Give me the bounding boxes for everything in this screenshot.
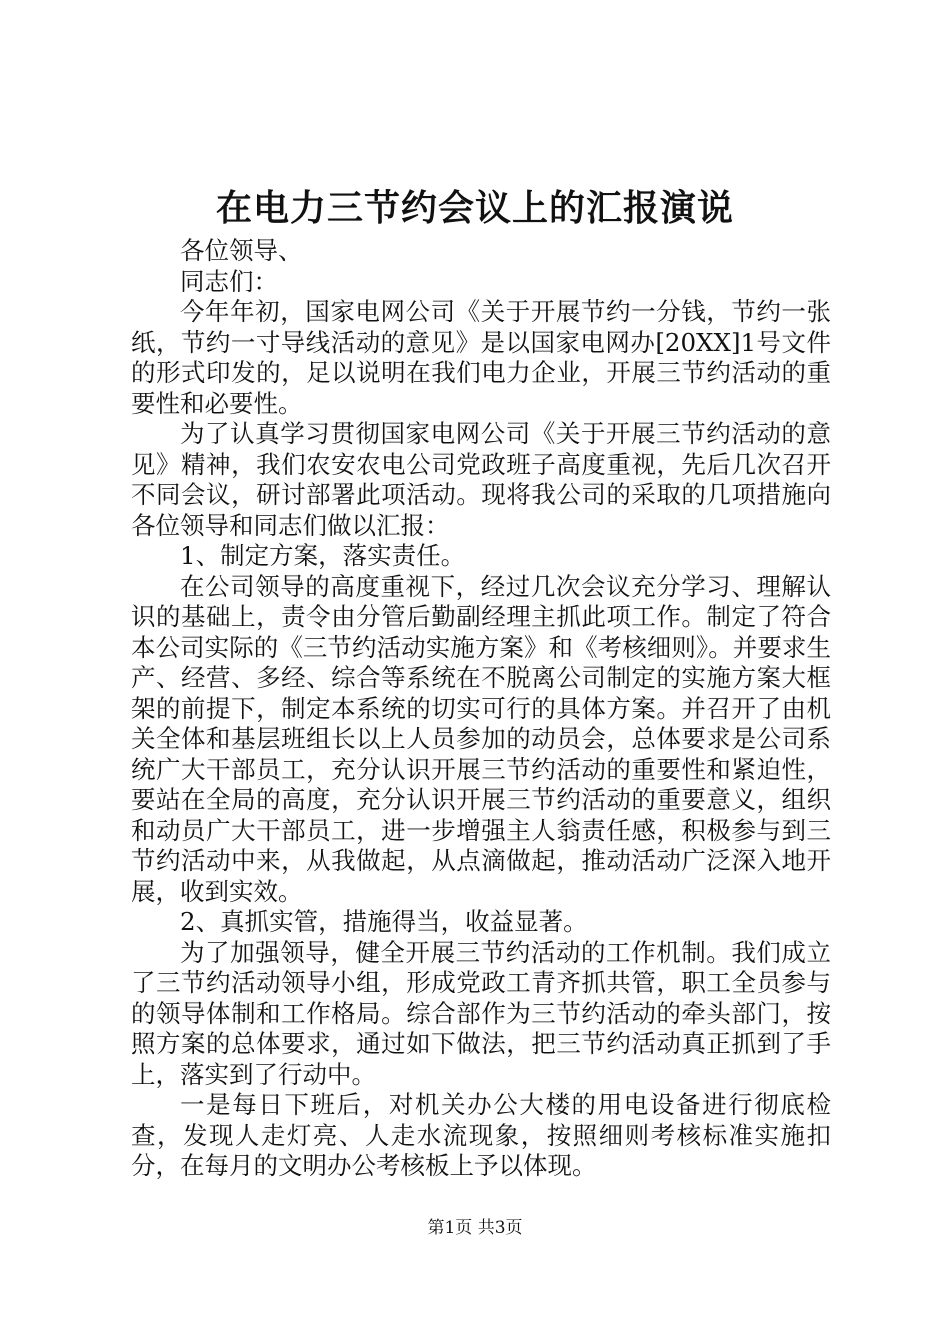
document-title: 在电力三节约会议上的汇报演说 [215,187,734,229]
body-paragraph: 今年年初，国家电网公司《关于开展节约一分钱，节约一张纸，节约一寸导线活动的意见》是以国家电网办[20XX]1号文件的形式印发的，足以说明在我们电力企业，开展三节约活动的重要性和必要性。 [131,297,831,418]
body-paragraph: 在公司领导的高度重视下，经过几次会议充分学习、理解认识的基础上，责令由分管后勤副经理主抓此项工作。制定了符合本公司实际的《三节约活动实施方案》和《考核细则》。并要求生产、经营、多经、综合等系统在不脱离公司制定的实施方案大框架的前提下，制定本系统的切实可行的具体方案。并召开了由机关全体和基层班组长以上人员参加的动员会，总体要求是公司系统广大干部员工，充分认识开展三节约活动的重要性和紧迫性，要站在全局的高度，充分认识开展三节约活动的重要意义，组织和动员广大干部员工，进一步增强主人翁责任感，积极参与到三节约活动中来，从我做起，从点滴做起，推动活动广泛深入地开展，收到实效。 [131,571,831,906]
body-paragraph: 为了认真学习贯彻国家电网公司《关于开展三节约活动的意见》精神，我们农安农电公司党政班子高度重视，先后几次召开不同会议，研讨部署此项活动。现将我公司的采取的几项措施向各位领导和同志们做以汇报： [131,419,831,540]
salutation-line: 各位领导、 [180,236,303,265]
page-footer: 第1页 共3页 [427,1218,523,1238]
body-paragraph: 为了加强领导，健全开展三节约活动的工作机制。我们成立了三节约活动领导小组，形成党政工青齐抓共管，职工全员参与的领导体制和工作格局。综合部作为三节约活动的牵头部门，按照方案的总体要求，通过如下做法，把三节约活动真正抓到了手上，落实到了行动中。 [131,937,831,1089]
salutation-line: 同志们： [180,266,278,296]
document-body [131,236,831,1182]
body-paragraph: 一是每日下班后，对机关办公大楼的用电设备进行彻底检查，发现人走灯亮、人走水流现象，按照细则考核标准实施扣分，在每月的文明办公考核板上予以体现。 [131,1090,831,1180]
section-heading: 2、真抓实管，措施得当，收益显著。 [180,907,588,936]
section-heading: 1、制定方案，落实责任。 [180,541,466,570]
